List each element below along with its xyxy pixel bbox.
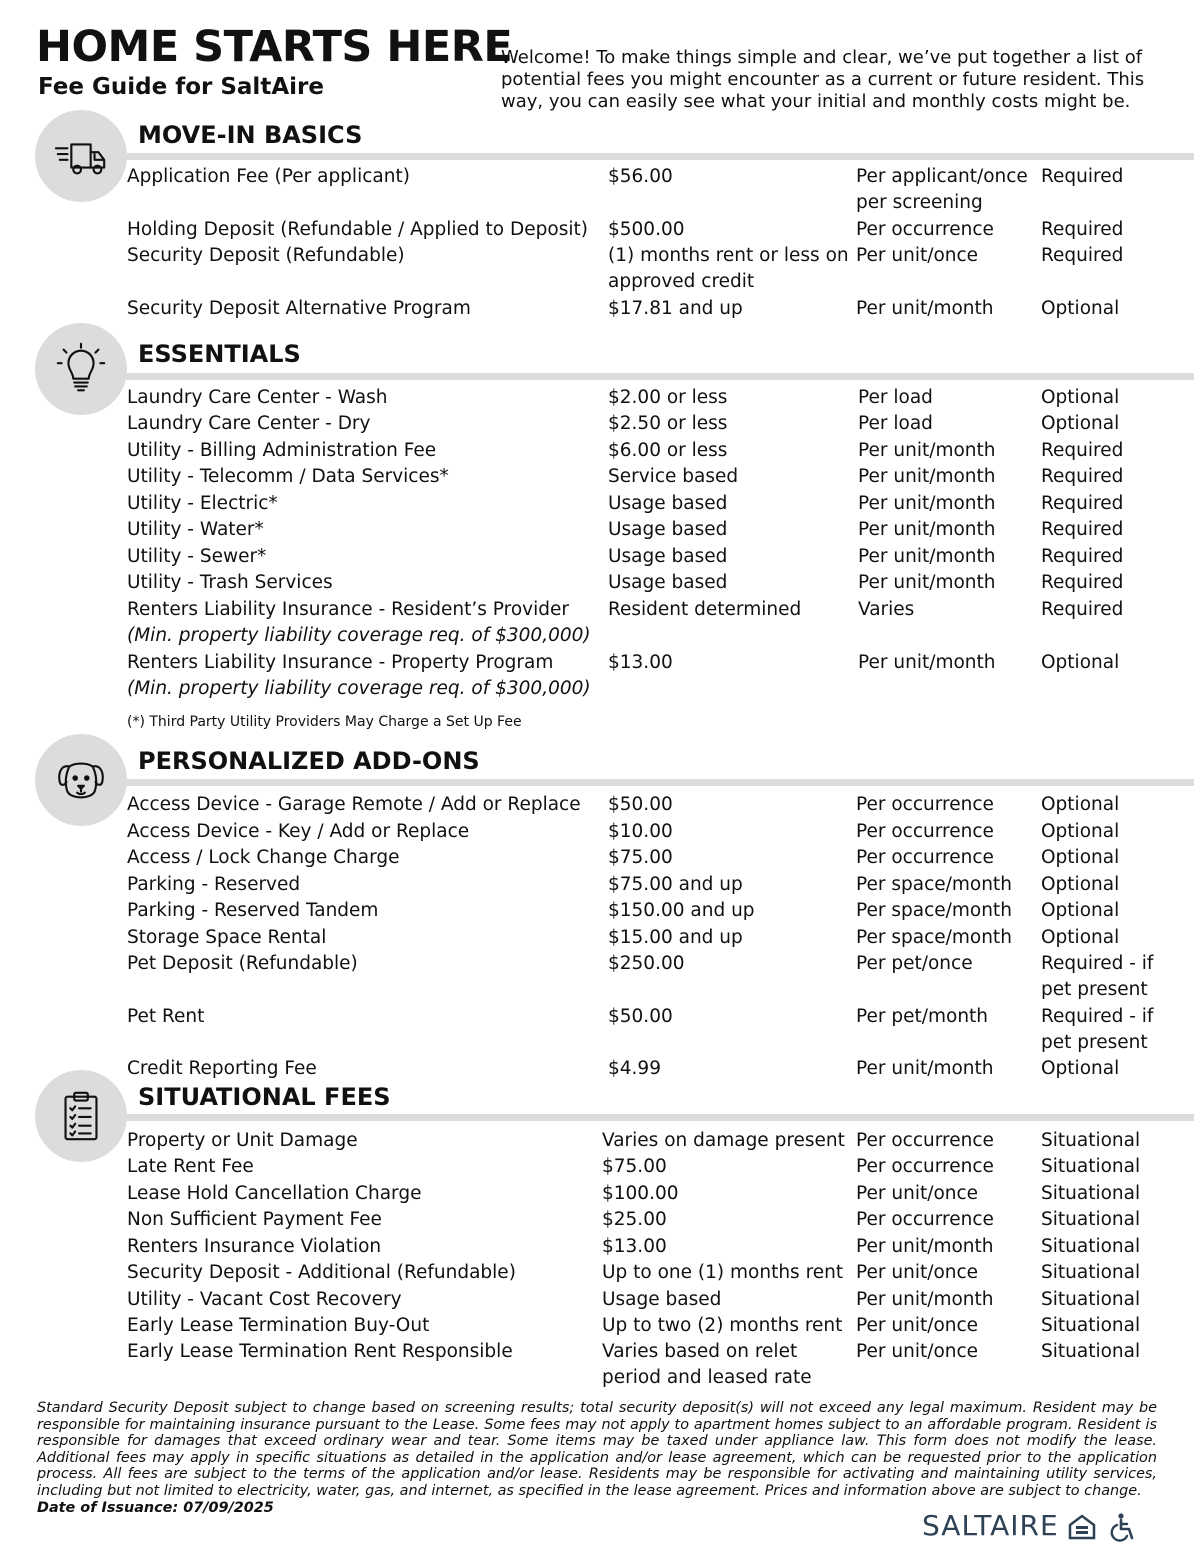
- page-subtitle: Fee Guide for SaltAire: [38, 74, 324, 100]
- fee-frequency: Per unit/month: [858, 519, 996, 540]
- fee-amount: $15.00 and up: [608, 927, 743, 948]
- fee-frequency: Varies: [858, 599, 915, 620]
- fee-status: Situational: [1041, 1315, 1141, 1336]
- fee-name: Parking - Reserved: [127, 874, 301, 895]
- fee-status: Situational: [1041, 1289, 1141, 1310]
- fee-name: Non Sufficient Payment Fee: [127, 1209, 382, 1230]
- fee-status: Optional: [1041, 847, 1120, 868]
- fee-name: Pet Deposit (Refundable): [127, 953, 358, 974]
- fee-name: Security Deposit Alternative Program: [127, 298, 471, 319]
- fee-name: Early Lease Termination Rent Responsible: [127, 1341, 513, 1362]
- fee-amount: $75.00: [602, 1156, 667, 1177]
- fee-name: Storage Space Rental: [127, 927, 327, 948]
- fee-frequency: Per unit/month: [858, 440, 996, 461]
- fee-frequency: Per unit/once: [856, 1315, 979, 1336]
- fee-status: Optional: [1041, 900, 1120, 921]
- fee-amount: Varies based on relet period and leased rate: [602, 1341, 812, 1389]
- fee-status: Required: [1041, 219, 1124, 240]
- fee-frequency: Per unit/once: [856, 1341, 979, 1362]
- fee-amount: $25.00: [602, 1209, 667, 1230]
- fee-amount: $2.00 or less: [608, 387, 728, 408]
- fee-frequency: Per unit/month: [856, 298, 994, 319]
- fee-amount: $17.81 and up: [608, 298, 743, 319]
- fee-amount: $50.00: [608, 794, 673, 815]
- fee-frequency: Per unit/month: [856, 1058, 994, 1079]
- fee-amount: $13.00: [608, 652, 673, 673]
- fee-amount: $250.00: [608, 953, 685, 974]
- fee-amount: Usage based: [608, 546, 728, 567]
- fee-frequency: Per occurrence: [856, 1209, 994, 1230]
- fee-frequency: Per pet/once: [856, 953, 973, 974]
- fee-frequency: Per occurrence: [856, 219, 994, 240]
- fee-status: Optional: [1041, 387, 1120, 408]
- fee-name-block: [127, 650, 597, 703]
- fee-frequency: Per unit/month: [856, 1236, 994, 1257]
- fee-frequency: Per space/month: [856, 927, 1012, 948]
- fee-amount: Resident determined: [608, 599, 802, 620]
- fee-status: Required - if pet present: [1041, 1006, 1154, 1054]
- fee-name: Pet Rent: [127, 1006, 205, 1027]
- fee-name: Laundry Care Center - Wash: [127, 387, 388, 408]
- fee-name: Utility - Sewer*: [127, 546, 267, 567]
- fee-frequency: Per occurrence: [856, 821, 994, 842]
- fee-name: Application Fee (Per applicant): [127, 166, 410, 187]
- fee-name: Renters Insurance Violation: [127, 1236, 382, 1257]
- fee-name: Property or Unit Damage: [127, 1130, 358, 1151]
- fee-frequency: Per unit/once: [856, 1183, 979, 1204]
- fee-name: Late Rent Fee: [127, 1156, 254, 1177]
- page-title: HOME STARTS HERE: [36, 22, 513, 72]
- fee-name: Security Deposit - Additional (Refundable): [127, 1262, 516, 1283]
- fee-frequency: Per unit/once: [856, 245, 979, 266]
- fee-name: Laundry Care Center - Dry: [127, 413, 371, 434]
- fee-status: Situational: [1041, 1341, 1141, 1362]
- legal-disclaimer: Standard Security Deposit subject to change based on screening results; total security deposit(s) will not exceed any legal maximum. Resident may be responsible for maintaining insurance pursuant to the Lease. Some fees may not apply to apartment homes subject to an affordable program. Resident is responsible for damages that exceed ordinary wear and tear. Some items may be taxed under appliance law. This form does not modify the lease. Additional fees may apply in specific situations as detailed in the application and/or lease agreement, which can be requested prior to the application process. All fees are subject to the terms of the application and/or lease. Residents may be responsible for activating and maintaining utility services, including but not limited to electricity, water, gas, and internet, as specified in the lease agreement. Prices and information above are subject to change.: [37, 1400, 1157, 1499]
- section-divider: [122, 153, 1194, 160]
- fee-status: Required: [1041, 466, 1124, 487]
- fee-name: Lease Hold Cancellation Charge: [127, 1183, 422, 1204]
- fee-status: Situational: [1041, 1156, 1141, 1177]
- fee-amount: $50.00: [608, 1006, 673, 1027]
- fee-status: Optional: [1041, 298, 1120, 319]
- fee-name: Access / Lock Change Charge: [127, 847, 400, 868]
- fee-status: Required: [1041, 493, 1124, 514]
- fee-status: Optional: [1041, 794, 1120, 815]
- fee-amount: (1) months rent or less on approved credit: [608, 245, 849, 293]
- saltaire-logo: SALTAIRE: [922, 1509, 1059, 1542]
- fee-frequency: Per unit/month: [858, 466, 996, 487]
- fee-status: Optional: [1041, 874, 1120, 895]
- fee-amount: Usage based: [608, 572, 728, 593]
- fee-amount: $2.50 or less: [608, 413, 728, 434]
- fee-frequency: Per unit/month: [858, 572, 996, 593]
- fee-status: Situational: [1041, 1209, 1141, 1230]
- fee-name: Renters Liability Insurance - Property Program: [127, 652, 554, 673]
- fee-frequency: Per load: [858, 413, 933, 434]
- fee-amount: $4.99: [608, 1058, 661, 1079]
- dog-face-icon: [35, 734, 127, 826]
- fee-amount: $6.00 or less: [608, 440, 728, 461]
- fee-frequency: Per load: [858, 387, 933, 408]
- utility-footnote: (*) Third Party Utility Providers May Charge a Set Up Fee: [127, 714, 522, 730]
- fee-status: Optional: [1041, 413, 1120, 434]
- clipboard-checklist-icon: [35, 1070, 127, 1162]
- section-divider: [122, 1114, 1194, 1121]
- fee-frequency: Per applicant/once per screening: [856, 166, 1028, 214]
- fee-name: Credit Reporting Fee: [127, 1058, 317, 1079]
- fee-status: Required: [1041, 572, 1124, 593]
- fee-status: Situational: [1041, 1262, 1141, 1283]
- fee-status: Required: [1041, 599, 1124, 620]
- fee-frequency: Per pet/month: [856, 1006, 989, 1027]
- fee-status: Required: [1041, 546, 1124, 567]
- fee-name: Access Device - Garage Remote / Add or Replace: [127, 794, 581, 815]
- fee-amount: Service based: [608, 466, 739, 487]
- fee-amount: $75.00: [608, 847, 673, 868]
- fee-frequency: Per unit/month: [858, 546, 996, 567]
- fee-frequency: Per space/month: [856, 874, 1012, 895]
- fee-amount: Usage based: [608, 519, 728, 540]
- fee-name: Utility - Telecomm / Data Services*: [127, 466, 449, 487]
- fee-amount: Usage based: [602, 1289, 722, 1310]
- section-divider: [122, 373, 1194, 380]
- fee-frequency: Per unit/month: [856, 1289, 994, 1310]
- fee-name: Utility - Billing Administration Fee: [127, 440, 437, 461]
- fee-name: Holding Deposit (Refundable / Applied to Deposit): [127, 219, 588, 240]
- fee-amount: $10.00: [608, 821, 673, 842]
- section-title-essentials: ESSENTIALS: [138, 340, 301, 368]
- fee-name: Early Lease Termination Buy-Out: [127, 1315, 430, 1336]
- fee-status: Required: [1041, 245, 1124, 266]
- fee-status: Required: [1041, 166, 1124, 187]
- coverage-note: (Min. property liability coverage req. of $300,000): [127, 625, 591, 647]
- fee-status: Situational: [1041, 1183, 1141, 1204]
- intro-text: Welcome! To make things simple and clear, we’ve put together a list of potential fees you might encounter as a current or future resident. This way, you can easily see what your initial and monthly costs might be.: [501, 47, 1145, 112]
- issuance-date: Date of Issuance: 07/09/2025: [37, 1500, 274, 1516]
- section-title-situational: SITUATIONAL FEES: [138, 1083, 391, 1111]
- fee-amount: $75.00 and up: [608, 874, 743, 895]
- fee-status: Situational: [1041, 1130, 1141, 1151]
- fee-name: Utility - Water*: [127, 519, 264, 540]
- fee-name: Security Deposit (Refundable): [127, 245, 405, 266]
- fee-amount: Up to two (2) months rent: [602, 1315, 843, 1336]
- fee-frequency: Per occurrence: [856, 1156, 994, 1177]
- fee-status: Situational: [1041, 1236, 1141, 1257]
- accessibility-icon: [1108, 1512, 1138, 1542]
- fee-frequency: Per unit/month: [858, 652, 996, 673]
- fee-amount: Usage based: [608, 493, 728, 514]
- lightbulb-icon: [35, 323, 127, 415]
- fee-amount: $100.00: [602, 1183, 679, 1204]
- fee-status: Optional: [1041, 1058, 1120, 1079]
- delivery-truck-icon: [35, 110, 127, 202]
- section-title-addons: PERSONALIZED ADD-ONS: [138, 747, 480, 775]
- fee-status: Optional: [1041, 652, 1120, 673]
- fee-frequency: Per occurrence: [856, 794, 994, 815]
- fee-name: Utility - Vacant Cost Recovery: [127, 1289, 402, 1310]
- fee-frequency: Per occurrence: [856, 847, 994, 868]
- fee-amount: $150.00 and up: [608, 900, 755, 921]
- fee-status: Optional: [1041, 821, 1120, 842]
- fee-name: Parking - Reserved Tandem: [127, 900, 379, 921]
- fee-frequency: Per unit/once: [856, 1262, 979, 1283]
- section-title-move-in: MOVE-IN BASICS: [138, 121, 363, 149]
- fee-name-block: [127, 597, 597, 650]
- fee-name: Renters Liability Insurance - Resident’s Provider: [127, 599, 569, 620]
- fee-frequency: Per space/month: [856, 900, 1012, 921]
- fee-status: Optional: [1041, 927, 1120, 948]
- fee-amount: $13.00: [602, 1236, 667, 1257]
- fee-status: Required - if pet present: [1041, 953, 1154, 1001]
- fee-amount: $56.00: [608, 166, 673, 187]
- fee-name: Utility - Trash Services: [127, 572, 333, 593]
- section-divider: [122, 779, 1194, 786]
- fee-name: Access Device - Key / Add or Replace: [127, 821, 470, 842]
- coverage-note: (Min. property liability coverage req. of $300,000): [127, 678, 591, 700]
- fee-amount: $500.00: [608, 219, 685, 240]
- fee-frequency: Per occurrence: [856, 1130, 994, 1151]
- equal-housing-icon: [1067, 1512, 1097, 1542]
- fee-status: Required: [1041, 519, 1124, 540]
- fee-amount: Varies on damage present: [602, 1130, 845, 1151]
- fee-frequency: Per unit/month: [858, 493, 996, 514]
- fee-name: Utility - Electric*: [127, 493, 278, 514]
- fee-amount: Up to one (1) months rent: [602, 1262, 844, 1283]
- fee-status: Required: [1041, 440, 1124, 461]
